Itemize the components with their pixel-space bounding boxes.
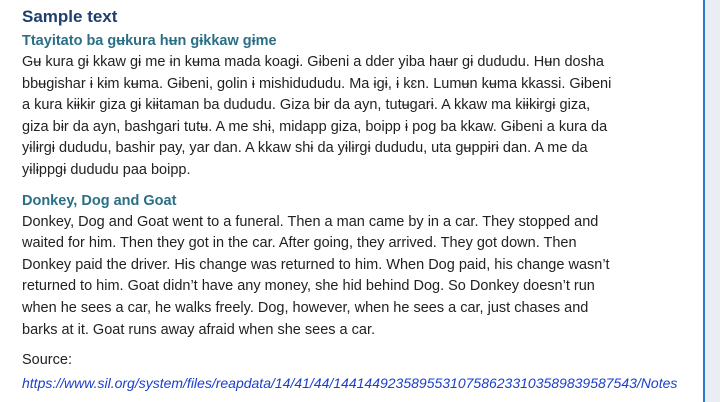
text-line: bbʉgishar ɨ kɨm kʉma. Gɨbeni, golin ɨ mishidududu. Ma ɨgɨ, ɨ kɛn. Lumʉn kʉma kkassi. Gɨbeni — [22, 75, 612, 92]
text-line: Gʉ kura gɨ kkaw gɨ me ɨn kʉma mada koagɨ. Gɨbeni a dder yiba haʉr gɨ dududu. Hʉn dosha — [22, 54, 604, 70]
source-link[interactable]: https://www.sil.org/system/files/reapdata/14/41/44/144144923589553107586233103589839587543/Notes — [22, 374, 678, 391]
text-line: giza bɨr da ayn, bashgari tutʉ. A me shɨ, midapp giza, boipp ɨ pog ba kkaw. Gɨbeni a kura da — [22, 118, 608, 135]
paragraph-ttayitato — [22, 52, 705, 182]
text-line: a kura kɨɨkɨr giza gɨ kɨɨtaman ba dududu. Giza bɨr da ayn, tutʉgarɨ. A kkaw ma kɨɨkɨrgɨ giza, — [22, 97, 591, 114]
page-title: Sample text — [22, 7, 118, 26]
text-line: Donkey, Dog and Goat went to a funeral. Then a man came by in a car. They stopped and — [22, 213, 599, 230]
text-line: Donkey paid the driver. His change was returned to him. When Dog paid, his change wasn’t — [22, 256, 610, 273]
section-title-donkey-dog-goat: Donkey, Dog and Goat — [22, 192, 177, 209]
scrollbar-track[interactable] — [705, 0, 720, 402]
text-line: barks at it. Goat runs away afraid when she sees a car. — [22, 321, 376, 338]
text-line: yɨlɨppgɨ dududu paa boipp. — [22, 161, 191, 178]
section-title-ttayitato: Ttayitato ba gʉkura hʉn gɨkkaw gɨme — [22, 33, 277, 49]
document-content — [22, 4, 705, 394]
text-line: waited for him. Then they got in the car. After going, they arrived. They got down. Then — [22, 235, 577, 252]
source-label: Source: — [22, 352, 72, 369]
text-line: when he sees a car, he walks freely. Dog, however, when he sees a car, just chases and — [22, 299, 589, 316]
paragraph-donkey-dog-goat — [22, 212, 705, 342]
text-line: returned to him. Goat didn’t have any money, she hid behind Dog. So Donkey doesn’t run — [22, 278, 595, 295]
text-line: yɨlɨrgɨ dududu, bashir pay, yar dan. A kkaw shɨ da yɨlɨrgɨ dududu, uta gʉppɨrɨ dan. A me da — [22, 140, 588, 157]
spacer — [22, 182, 705, 190]
